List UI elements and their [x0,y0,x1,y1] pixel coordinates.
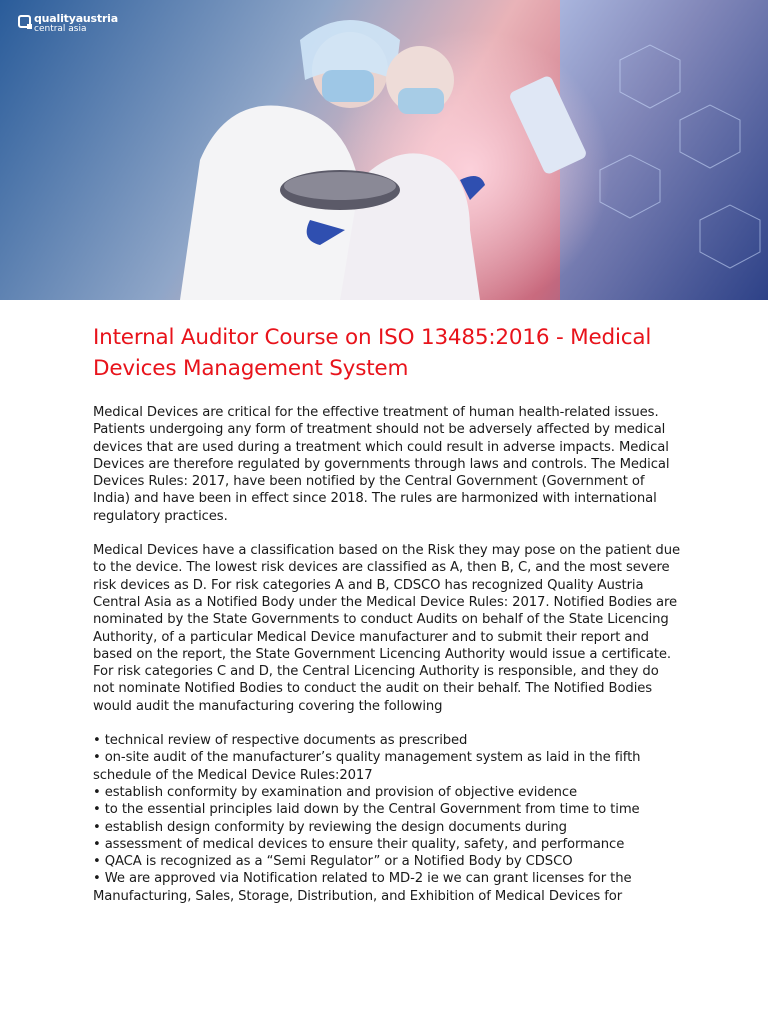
bullet-icon: • [93,854,101,870]
list-item-text: to the essential principles laid down by the Central Government from time to time [104,802,640,818]
logo-subtitle-text: central asia [34,24,87,34]
list-item-text: We are approved via Notification related to MD-2 ie we can grant licenses for the Manufacturing, Sales, Storage, Distribution, and Exhibition of Medical Devices for [93,871,632,904]
bullet-icon: • [93,750,101,766]
list-item [93,732,683,749]
list-item [93,870,683,905]
list-item [93,801,683,818]
list-item [93,749,683,784]
list-item-text: QACA is recognized as a “Semi Regulator” or a Notified Body by CDSCO [104,854,573,870]
list-item-text: on-site audit of the manufacturer’s quality management system as laid in the fifth schedule of the Medical Device Rules:2017 [93,750,641,783]
logo-icon [18,15,31,28]
list-item-text: establish design conformity by reviewing the design documents during [104,819,567,835]
list-item [93,836,683,853]
list-item [93,784,683,801]
logo-brand-text: qualityaustria [34,12,118,25]
paragraph-intro: Medical Devices are critical for the effective treatment of human health-related issues. Patients undergoing any form of treatment should not be adversely affected by medical devices that are used during a treatment which could result in adverse impacts. Medical Devices are therefore regulated by governments through laws and controls. The Medical Devices Rules: 2017, have been notified by the Central Government (Government of India) and have been in effect since 2018. The rules are harmonized with international regulatory practices. [93,405,670,524]
bullet-icon: • [93,802,101,818]
bullet-icon: • [93,819,101,835]
document-content [93,322,683,905]
list-item [93,819,683,836]
hero-banner-image [0,0,768,300]
bullet-icon: • [93,836,101,852]
bullet-icon: • [93,871,101,887]
bullet-icon: • [93,733,101,749]
bullet-list [93,732,683,905]
bullet-icon: • [93,784,101,800]
list-item-text: technical review of respective documents as prescribed [104,733,468,749]
list-item [93,853,683,870]
paragraph-classification: Medical Devices have a classification based on the Risk they may pose on the patient due to the device. The lowest risk devices are classified as A, then B, C, and the most severe risk devices as D. For risk categories A and B, CDSCO has recognized Quality Austria Central Asia as a Notified Body under the Medical Device Rules: 2017. Notified Bodies are nominated by the State Governments to conduct Audits on behalf of the State Licencing Authority, of a particular Medical Device manufacturer and to submit their report and based on the report, the State Government Licencing Authority would issue a certificate. For risk categories C and D, the Central Licencing Authority is responsible, and they do not nominate Notified Bodies to conduct the audit on their behalf. The Notified Bodies would audit the manufacturing covering the following [93,543,680,714]
document-title: Internal Auditor Course on ISO 13485:2016 - Medical Devices Management System [93,325,652,381]
list-item-text: establish conformity by examination and provision of objective evidence [104,784,578,800]
quality-austria-logo [18,14,118,34]
hero-illustration [0,0,768,300]
list-item-text: assessment of medical devices to ensure their quality, safety, and performance [104,836,625,852]
